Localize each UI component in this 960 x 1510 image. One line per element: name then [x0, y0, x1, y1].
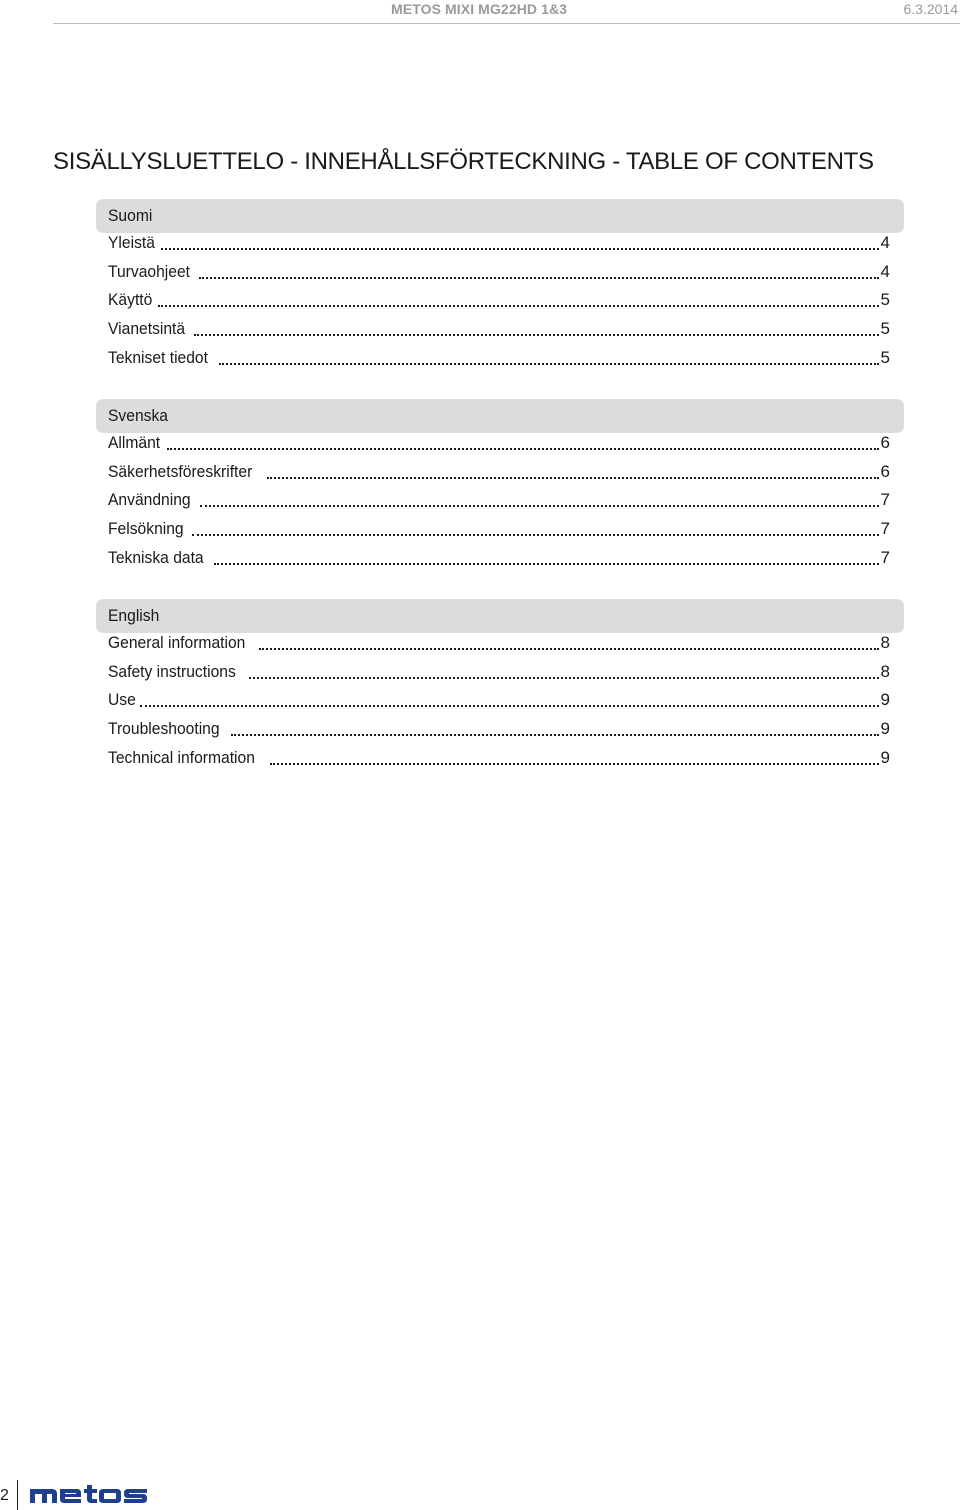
dot-leader: [259, 648, 878, 650]
toc-entry-label: General information: [108, 633, 246, 653]
toc-entry[interactable]: [108, 715, 890, 744]
dot-leader: [199, 277, 878, 279]
dot-leader: [194, 334, 879, 336]
toc-entry-label: Turvaohjeet: [108, 261, 191, 281]
toc-section-svenska: [96, 399, 904, 572]
toc-section-suomi: [96, 199, 904, 372]
toc-entry-label: Tekniset tiedot: [108, 347, 208, 367]
toc-entry-label: Säkerhetsföreskrifter: [108, 461, 253, 481]
toc-entry[interactable]: [108, 486, 890, 515]
toc-entry-page: 7: [880, 490, 890, 510]
footer-divider: [17, 1480, 18, 1510]
metos-logo: [30, 1484, 150, 1506]
toc-entry[interactable]: [108, 543, 890, 572]
toc-entry[interactable]: [108, 229, 890, 258]
toc-entry-page: 4: [880, 233, 890, 253]
toc-entry-page: 9: [880, 747, 890, 767]
toc-entry-label: Felsökning: [108, 519, 184, 539]
toc-entry-page: 9: [880, 690, 890, 710]
dot-leader: [231, 734, 878, 736]
toc-entry[interactable]: [108, 658, 890, 687]
dot-leader: [270, 763, 879, 765]
toc-list: [96, 429, 904, 572]
page-title: SISÄLLYSLUETTELO - INNEHÅLLSFÖRTECKNING - TABLE OF CONTENTS: [53, 148, 874, 175]
toc-entry-page: 5: [880, 319, 890, 339]
toc-entry-label: Käyttö: [108, 290, 153, 310]
toc-entry[interactable]: [108, 258, 890, 287]
toc-entry-label: Allmänt: [108, 433, 161, 453]
section-header: [96, 599, 904, 633]
section-header: [96, 199, 904, 233]
toc-entry-label: Yleistä: [108, 233, 155, 253]
dot-leader: [267, 477, 879, 479]
dot-leader: [200, 505, 879, 507]
document-title: METOS MIXI MG22HD 1&3: [391, 1, 568, 17]
toc-entry[interactable]: [108, 629, 890, 658]
section-title: Suomi: [108, 206, 153, 225]
toc-entry-page: 5: [880, 347, 890, 367]
toc-list: [96, 629, 904, 772]
section-title: Svenska: [108, 406, 168, 425]
toc-entry[interactable]: [108, 458, 890, 487]
toc-entry-page: 8: [880, 661, 890, 681]
toc-entry-label: Use: [108, 690, 136, 710]
section-title: English: [108, 606, 160, 625]
toc-entry-page: 7: [880, 547, 890, 567]
page-number: 2: [0, 1487, 9, 1504]
toc-entry-page: 8: [880, 633, 890, 653]
dot-leader: [192, 534, 878, 536]
toc-entry-page: 9: [880, 719, 890, 739]
page-header: [53, 0, 960, 24]
toc-entry-page: 6: [880, 461, 890, 481]
dot-leader: [161, 248, 879, 250]
toc-entry-label: Vianetsintä: [108, 319, 186, 339]
toc-entry-page: 4: [880, 261, 890, 281]
dot-leader: [140, 705, 878, 707]
dot-leader: [219, 363, 879, 365]
dot-leader: [214, 563, 879, 565]
toc-section-english: [96, 599, 904, 772]
toc-entry[interactable]: [108, 429, 890, 458]
dot-leader: [158, 305, 878, 307]
toc-list: [96, 229, 904, 372]
dot-leader: [167, 448, 879, 450]
document-date: 6.3.2014: [903, 1, 958, 17]
toc-entry-label: Troubleshooting: [108, 719, 220, 739]
toc-entry-page: 5: [880, 290, 890, 310]
toc-entry-label: Technical information: [108, 747, 255, 767]
toc-entry-label: Användning: [108, 490, 191, 510]
toc-entry-page: 7: [880, 519, 890, 539]
toc-entry[interactable]: [108, 315, 890, 344]
toc-entry-label: Safety instructions: [108, 661, 236, 681]
toc-entry-page: 6: [880, 433, 890, 453]
dot-leader: [249, 677, 879, 679]
toc-entry[interactable]: [108, 686, 890, 715]
toc-entry[interactable]: [108, 515, 890, 544]
toc-entry-label: Tekniska data: [108, 547, 204, 567]
toc-entry[interactable]: [108, 743, 890, 772]
section-header: [96, 399, 904, 433]
toc-entry[interactable]: [108, 286, 890, 315]
toc-entry[interactable]: [108, 343, 890, 372]
